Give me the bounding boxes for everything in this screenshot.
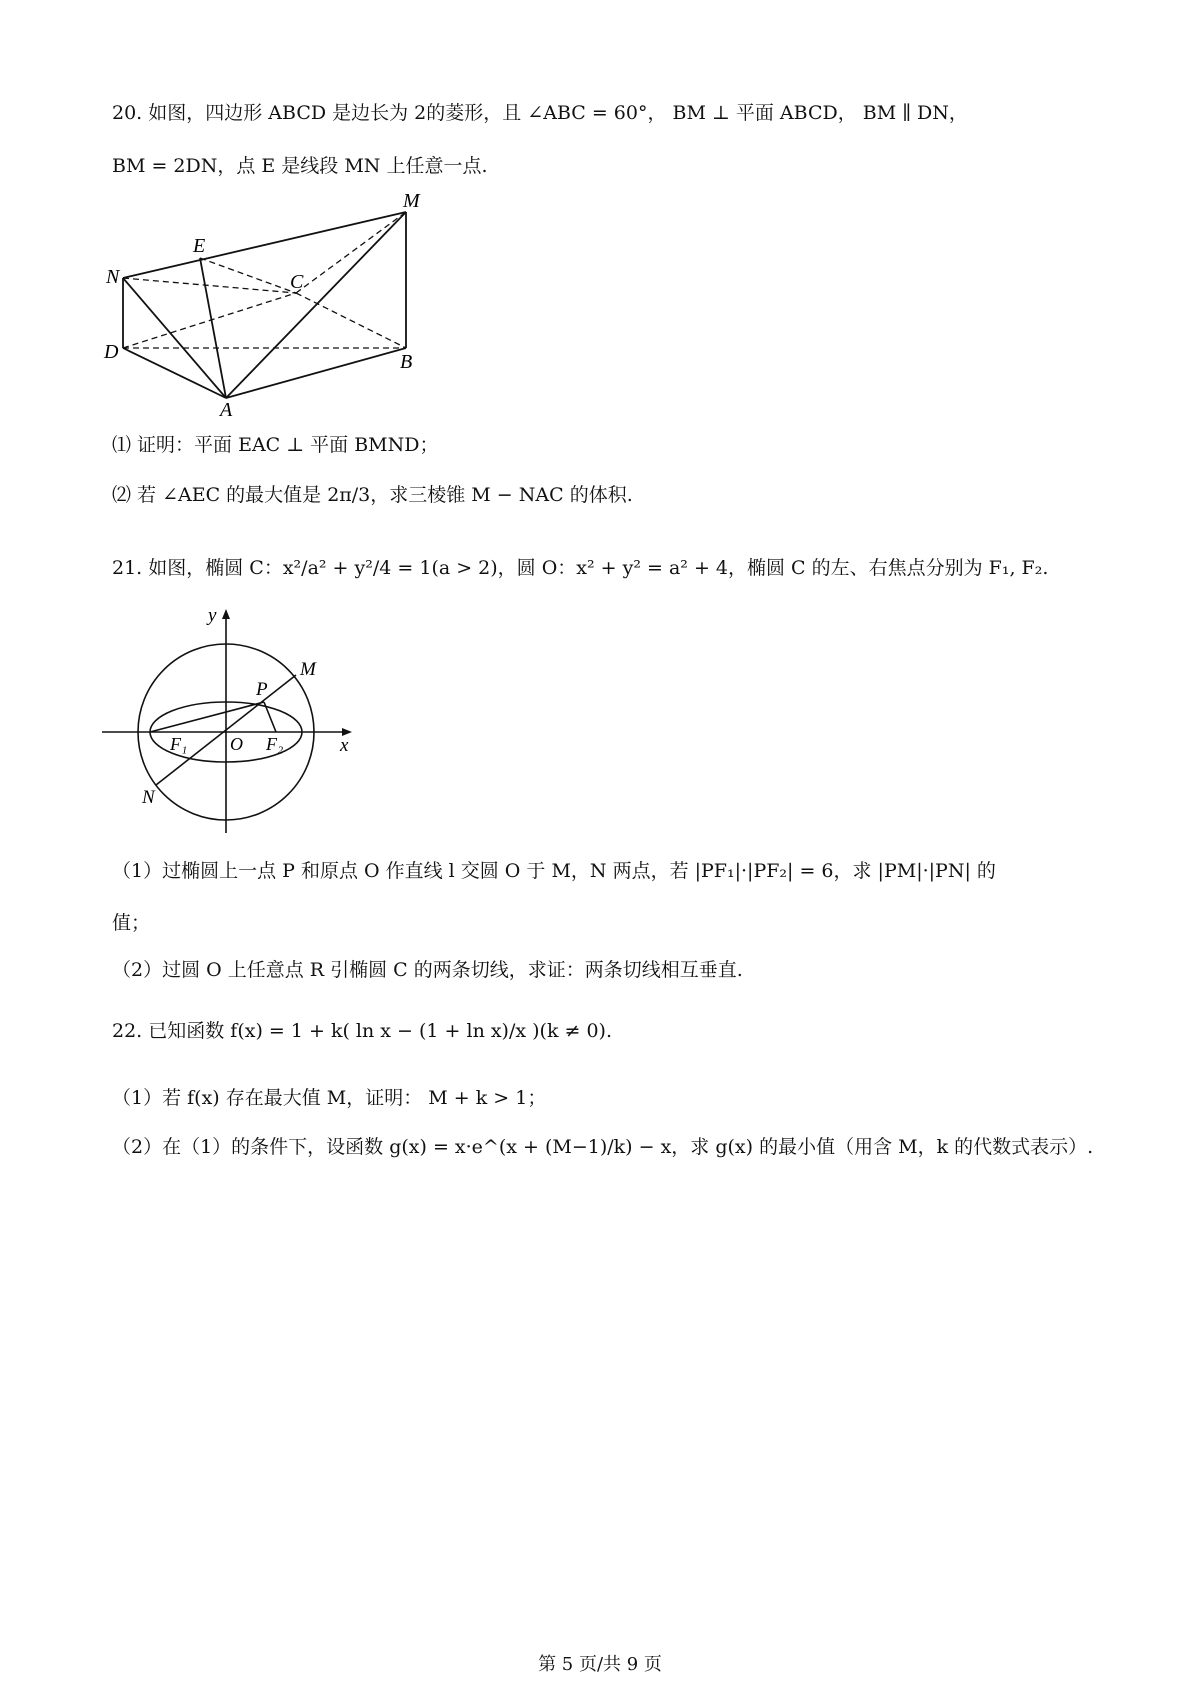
problem21-question2: （2）过圆 O 上任意点 R 引椭圆 C 的两条切线，求证：两条切线相互垂直. (112, 959, 743, 981)
edge-AB (226, 348, 406, 398)
problem20-question1: ⑴ 证明：平面 EAC ⊥ 平面 BMND； (112, 434, 439, 456)
label-M: M (403, 190, 420, 212)
problem20-stem-line2: BM = 2DN，点 E 是线段 MN 上任意一点. (112, 155, 488, 177)
label-D: D (104, 341, 119, 363)
label-A: A (220, 399, 233, 420)
problem22-stem: 22. 已知函数 f(x) = 1 + k( ln x − (1 + ln x)/x )(k ≠ 0). (112, 1020, 613, 1042)
label-P: P (256, 679, 268, 700)
problem20-stem-line1: 20. 如图，四边形 ABCD 是边长为 2的菱形，且 ∠ABC = 60°， BM ⊥ 平面 ABCD， BM ∥ DN， (112, 102, 968, 124)
edge-AN (123, 278, 226, 398)
label-F1: F₁ (170, 734, 188, 754)
problem22-question2: （2）在（1）的条件下，设函数 g(x) = x·e^(x + (M−1)/k) − x，求 g(x) 的最小值（用含 M，k 的代数式表示）. (112, 1136, 1094, 1158)
label-N: N (142, 787, 155, 808)
edge-AM (226, 212, 406, 398)
dash-DC (123, 293, 296, 348)
segment-PF1 (150, 702, 264, 732)
problem21-question1-line1: （1）过椭圆上一点 P 和原点 O 作直线 l 交圆 O 于 M，N 两点，若 |PF₁|·|PF₂| = 6，求 |PM|·|PN| 的 (112, 860, 996, 882)
label-C: C (290, 271, 304, 293)
problem21-figure (100, 605, 370, 835)
problem22-question1: （1）若 f(x) 存在最大值 M，证明： M + k > 1； (112, 1087, 547, 1109)
dash-EC (200, 258, 296, 293)
label-N: N (106, 266, 120, 288)
edge-DA (123, 348, 226, 398)
label-O: O (230, 734, 243, 754)
dash-NC (123, 278, 296, 293)
page-footer: 第 5 页/共 9 页 (538, 1654, 662, 1675)
label-y: y (208, 605, 217, 626)
problem21-stem: 21. 如图，椭圆 C：x²/a² + y²/4 = 1(a > 2)，圆 O：x² + y² = a² + 4，椭圆 C 的左、右焦点分别为 F₁, F₂. (112, 557, 1049, 579)
label-B: B (400, 351, 413, 373)
label-x: x (340, 735, 349, 756)
problem21-question1-line2: 值； (112, 912, 151, 934)
label-F2: F₂ (266, 734, 284, 754)
segment-PF2 (264, 702, 276, 732)
edge-NM (123, 212, 406, 278)
dash-CB (296, 293, 406, 348)
label-M: M (300, 659, 316, 680)
problem20-figure (100, 190, 430, 420)
edge-AE (200, 258, 226, 398)
y-axis-arrow (222, 609, 230, 619)
problem20-question2: ⑵ 若 ∠AEC 的最大值是 2π/3，求三棱锥 M − NAC 的体积. (112, 484, 633, 506)
label-E: E (193, 235, 206, 257)
